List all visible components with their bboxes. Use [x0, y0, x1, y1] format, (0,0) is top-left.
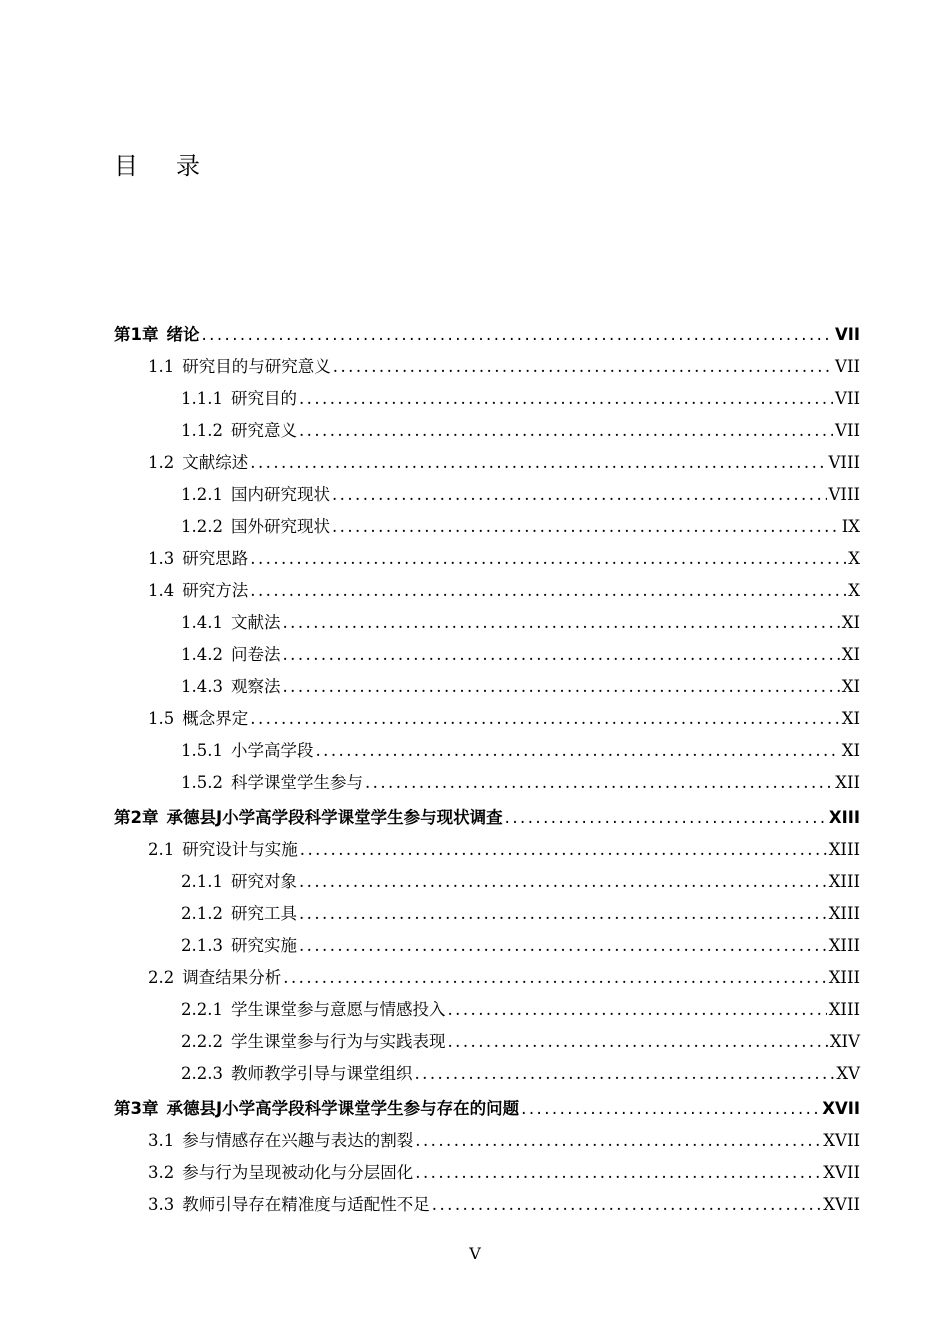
toc-entry-page: VII — [835, 357, 860, 376]
toc-entry-page: XV — [836, 1064, 860, 1083]
toc-entry-page: VII — [834, 325, 860, 344]
toc-entry-number: 2.2.1 — [181, 1000, 223, 1019]
toc-section-entry[interactable] — [114, 735, 860, 767]
toc-entry-page: XIII — [828, 872, 860, 891]
toc-chapter-entry[interactable] — [114, 1093, 860, 1125]
toc-leader-dots — [282, 639, 839, 671]
toc-leader-dots — [315, 735, 839, 767]
toc-entry-title: 研究意义 — [230, 421, 297, 440]
title-char-1: 目 — [114, 152, 138, 180]
toc-entry-page: XIII — [828, 1000, 860, 1019]
toc-entry-page: XIII — [828, 840, 860, 859]
toc-entry-page: XII — [835, 773, 860, 792]
toc-section-entry[interactable] — [114, 703, 860, 735]
toc-entry-title: 调查结果分析 — [182, 968, 282, 987]
toc-entry-number: 1.5.1 — [181, 741, 223, 760]
toc-entry-page: VII — [835, 421, 860, 440]
toc-entry-page: X — [848, 581, 860, 600]
toc-entry-number: 2.2.3 — [181, 1064, 223, 1083]
toc-entry-page: VIII — [828, 485, 860, 504]
toc-entry-number: 1.1.1 — [181, 389, 223, 408]
toc-leader-dots — [415, 1157, 821, 1189]
toc-leader-dots — [447, 1026, 827, 1058]
toc-section-entry[interactable] — [114, 639, 860, 671]
toc-entry-number: 第1章 — [114, 325, 159, 344]
table-of-contents — [114, 316, 860, 1221]
page-number: V — [469, 1244, 481, 1263]
toc-entry-title: 承德县J小学高学段科学课堂学生参与现状调查 — [166, 808, 503, 827]
toc-entry-title: 问卷法 — [230, 645, 281, 664]
toc-entry-title: 研究思路 — [182, 549, 249, 568]
toc-section-entry[interactable] — [114, 866, 860, 898]
toc-entry-page: XI — [841, 677, 860, 696]
toc-entry-number: 3.2 — [148, 1163, 175, 1182]
toc-chapter-entry[interactable] — [114, 319, 860, 351]
toc-leader-dots — [505, 802, 827, 834]
toc-entry-title: 参与行为呈现被动化与分层固化 — [182, 1163, 414, 1182]
toc-section-entry[interactable] — [114, 383, 860, 415]
toc-section-entry[interactable] — [114, 479, 860, 511]
toc-entry-title: 研究设计与实施 — [182, 840, 298, 859]
toc-leader-dots — [415, 1125, 821, 1157]
toc-entry-page: XI — [841, 741, 860, 760]
toc-entry-title: 研究工具 — [230, 904, 297, 923]
toc-leader-dots — [201, 319, 832, 351]
toc-entry-title: 小学高学段 — [230, 741, 314, 760]
toc-entry-title: 承德县J小学高学段科学课堂学生参与存在的问题 — [166, 1099, 520, 1118]
toc-entry-title: 国内研究现状 — [230, 485, 330, 504]
toc-entry-number: 第2章 — [114, 808, 159, 827]
toc-leader-dots — [332, 479, 827, 511]
toc-entry-title: 文献综述 — [182, 453, 249, 472]
page-title — [114, 146, 200, 181]
toc-leader-dots — [299, 866, 827, 898]
toc-section-entry[interactable] — [114, 415, 860, 447]
toc-entry-title: 观察法 — [230, 677, 281, 696]
toc-section-entry[interactable] — [114, 607, 860, 639]
toc-section-entry[interactable] — [114, 994, 860, 1026]
toc-entry-number: 1.2.2 — [181, 517, 223, 536]
toc-section-entry[interactable] — [114, 1125, 860, 1157]
toc-entry-title: 学生课堂参与行为与实践表现 — [230, 1032, 446, 1051]
toc-entry-page: XIII — [828, 936, 860, 955]
toc-entry-title: 研究实施 — [230, 936, 297, 955]
toc-leader-dots — [250, 447, 826, 479]
toc-entry-title: 国外研究现状 — [230, 517, 330, 536]
toc-entry-title: 研究目的与研究意义 — [182, 357, 331, 376]
toc-section-entry[interactable] — [114, 543, 860, 575]
toc-entry-number: 2.1.1 — [181, 872, 223, 891]
toc-leader-dots — [283, 962, 826, 994]
toc-entry-number: 第3章 — [114, 1099, 159, 1118]
toc-leader-dots — [250, 575, 846, 607]
toc-leader-dots — [365, 767, 833, 799]
title-char-2: 录 — [176, 152, 200, 180]
toc-entry-number: 3.3 — [148, 1195, 175, 1214]
toc-entry-page: XI — [841, 613, 860, 632]
toc-section-entry[interactable] — [114, 447, 860, 479]
toc-entry-number: 1.4.3 — [181, 677, 223, 696]
toc-leader-dots — [300, 834, 827, 866]
toc-leader-dots — [333, 351, 833, 383]
toc-entry-number: 1.1 — [148, 357, 175, 376]
toc-entry-page: XIV — [829, 1032, 860, 1051]
toc-entry-number: 2.1.2 — [181, 904, 223, 923]
toc-section-entry[interactable] — [114, 511, 860, 543]
toc-entry-page: XIII — [828, 808, 860, 827]
toc-chapter-entry[interactable] — [114, 802, 860, 834]
toc-leader-dots — [414, 1058, 834, 1090]
toc-entry-number: 1.4 — [148, 581, 175, 600]
toc-section-entry[interactable] — [114, 834, 860, 866]
toc-entry-page: XVII — [823, 1195, 860, 1214]
toc-leader-dots — [282, 607, 839, 639]
toc-entry-number: 2.2 — [148, 968, 175, 987]
toc-entry-number: 1.4.1 — [181, 613, 223, 632]
toc-entry-title: 学生课堂参与意愿与情感投入 — [230, 1000, 446, 1019]
toc-entry-number: 1.1.2 — [181, 421, 223, 440]
toc-entry-page: IX — [841, 517, 860, 536]
toc-entry-title: 研究目的 — [230, 389, 297, 408]
toc-entry-number: 1.3 — [148, 549, 175, 568]
toc-leader-dots — [432, 1189, 822, 1221]
toc-leader-dots — [250, 543, 846, 575]
toc-section-entry[interactable] — [114, 1189, 860, 1221]
toc-entry-page: XI — [841, 709, 860, 728]
toc-leader-dots — [447, 994, 826, 1026]
toc-entry-number: 1.2.1 — [181, 485, 223, 504]
toc-section-entry[interactable] — [114, 962, 860, 994]
toc-leader-dots — [282, 671, 839, 703]
toc-entry-page: VIII — [828, 453, 860, 472]
toc-entry-page: XVII — [822, 1099, 860, 1118]
toc-entry-page: XVII — [823, 1163, 860, 1182]
toc-leader-dots — [299, 930, 827, 962]
toc-entry-title: 文献法 — [230, 613, 281, 632]
toc-entry-number: 2.2.2 — [181, 1032, 223, 1051]
toc-section-entry[interactable] — [114, 898, 860, 930]
toc-leader-dots — [332, 511, 840, 543]
toc-entry-page: XVII — [823, 1131, 860, 1150]
toc-section-entry[interactable] — [114, 1157, 860, 1189]
toc-leader-dots — [299, 415, 833, 447]
toc-entry-page: X — [848, 549, 860, 568]
toc-entry-title: 绪论 — [166, 325, 200, 344]
toc-entry-page: VII — [835, 389, 860, 408]
toc-leader-dots — [521, 1093, 820, 1125]
toc-entry-title: 研究方法 — [182, 581, 249, 600]
toc-section-entry[interactable] — [114, 930, 860, 962]
toc-entry-title: 科学课堂学生参与 — [230, 773, 363, 792]
toc-entry-number: 3.1 — [148, 1131, 175, 1150]
toc-section-entry[interactable] — [114, 351, 860, 383]
toc-section-entry[interactable] — [114, 1026, 860, 1058]
toc-entry-number: 1.5 — [148, 709, 175, 728]
toc-section-entry[interactable] — [114, 671, 860, 703]
toc-entry-title: 教师引导存在精准度与适配性不足 — [182, 1195, 430, 1214]
toc-section-entry[interactable] — [114, 767, 860, 799]
toc-entry-number: 1.4.2 — [181, 645, 223, 664]
toc-entry-page: XIII — [828, 904, 860, 923]
toc-entry-page: XI — [841, 645, 860, 664]
toc-entry-title: 教师教学引导与课堂组织 — [230, 1064, 413, 1083]
toc-entry-number: 1.2 — [148, 453, 175, 472]
toc-section-entry[interactable] — [114, 1058, 860, 1090]
toc-section-entry[interactable] — [114, 575, 860, 607]
toc-entry-title: 参与情感存在兴趣与表达的割裂 — [182, 1131, 414, 1150]
toc-entry-number: 2.1.3 — [181, 936, 223, 955]
toc-entry-number: 2.1 — [148, 840, 175, 859]
toc-leader-dots — [299, 383, 833, 415]
toc-entry-number: 1.5.2 — [181, 773, 223, 792]
toc-leader-dots — [299, 898, 827, 930]
toc-entry-page: XIII — [828, 968, 860, 987]
toc-leader-dots — [250, 703, 839, 735]
toc-entry-title: 研究对象 — [230, 872, 297, 891]
toc-entry-title: 概念界定 — [182, 709, 249, 728]
